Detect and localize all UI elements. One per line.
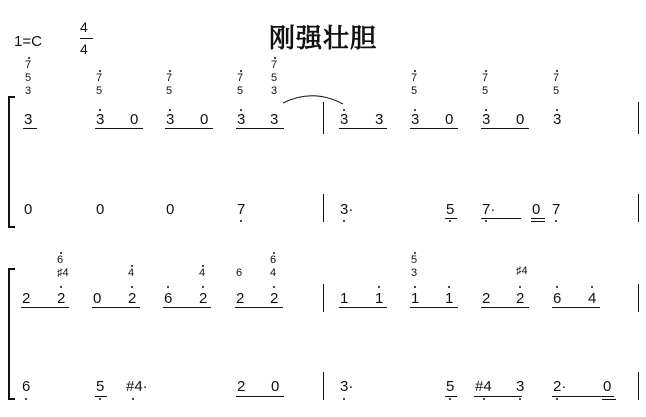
octave-dot (448, 286, 450, 288)
octave-dot (449, 398, 451, 400)
underline (602, 399, 616, 400)
chord-note: 6 (270, 254, 277, 266)
octave-dot (556, 70, 558, 72)
note: 5 (446, 201, 455, 218)
barline (323, 284, 324, 312)
chord-note: 7 (482, 72, 489, 84)
note: 1 (340, 290, 349, 307)
underline (410, 307, 458, 308)
note: 3 (270, 111, 279, 128)
octave-dot (343, 398, 345, 400)
chord-note: 7 (553, 72, 560, 84)
octave-dot (202, 286, 204, 288)
note: 3· (340, 378, 354, 395)
barline (638, 102, 639, 134)
note: 2 (128, 290, 137, 307)
octave-dot (483, 398, 485, 400)
time-signature-top: 4 (80, 19, 88, 35)
note: 0 (445, 111, 454, 128)
octave-dot (99, 398, 101, 400)
chord-note: 7 (166, 72, 173, 84)
note: 5 (446, 378, 455, 395)
underline (163, 307, 211, 308)
chord-note: 7 (25, 59, 32, 71)
note: 2 (22, 290, 31, 307)
note: 6 (164, 290, 173, 307)
underline (481, 307, 529, 308)
note: 2 (237, 378, 246, 395)
chord-note: 7 (237, 72, 244, 84)
underline (474, 396, 522, 397)
octave-dot (131, 265, 133, 267)
chord-note: 5 (553, 85, 560, 97)
chord-note: 5 (96, 85, 103, 97)
underline (95, 396, 107, 397)
note: 3 (411, 111, 420, 128)
note: 3 (375, 111, 384, 128)
note: 3· (340, 201, 354, 218)
barline (638, 284, 639, 312)
system-brace (8, 268, 10, 400)
chord-note: ♯4 (516, 265, 528, 277)
system-brace-cap (8, 398, 15, 400)
octave-dot (485, 109, 487, 111)
note: 2 (482, 290, 491, 307)
octave-dot (485, 70, 487, 72)
octave-dot (591, 286, 593, 288)
chord-note: 7 (411, 72, 418, 84)
note: 3 (237, 111, 246, 128)
octave-dot (414, 70, 416, 72)
note: 6 (22, 378, 31, 395)
note: 2· (553, 378, 567, 395)
underline (235, 307, 283, 308)
underline (552, 307, 600, 308)
octave-dot (378, 286, 380, 288)
chord-note: 7 (271, 59, 278, 71)
octave-dot (556, 109, 558, 111)
note: 1 (375, 290, 384, 307)
octave-dot (519, 398, 521, 400)
chord-note: 3 (271, 85, 278, 97)
underline (236, 396, 284, 397)
octave-dot (131, 286, 133, 288)
chord-note: 5 (25, 72, 32, 84)
note: #4 (475, 378, 492, 395)
note: #4· (126, 378, 148, 395)
octave-dot (202, 265, 204, 267)
underline (531, 221, 545, 222)
note: 2 (516, 290, 525, 307)
note: 0 (271, 378, 280, 395)
note: 0 (24, 201, 33, 218)
note: 2 (57, 290, 66, 307)
underline (531, 218, 545, 219)
note: 0 (603, 378, 612, 395)
note: 2 (199, 290, 208, 307)
note: 3 (166, 111, 175, 128)
note: 1 (411, 290, 420, 307)
octave-dot (449, 220, 451, 222)
note: 0 (516, 111, 525, 128)
note: 3 (553, 111, 562, 128)
octave-dot (60, 286, 62, 288)
note: 0 (532, 201, 541, 218)
note: 3 (482, 111, 491, 128)
note: 3 (516, 378, 525, 395)
octave-dot (343, 220, 345, 222)
note: 0 (93, 290, 102, 307)
octave-dot (25, 398, 27, 400)
octave-dot (414, 109, 416, 111)
chord-note: 4 (199, 267, 206, 279)
octave-dot (132, 398, 134, 400)
chord-note: 4 (270, 267, 277, 279)
note: 3 (96, 111, 105, 128)
note: 7 (237, 201, 246, 218)
underline (481, 128, 529, 129)
note: 4 (588, 290, 597, 307)
chord-note: 4 (128, 267, 135, 279)
note: 6 (553, 290, 562, 307)
barline (638, 372, 639, 400)
time-signature-bottom: 4 (80, 41, 88, 57)
system-brace-cap (8, 268, 15, 270)
chord-note: 6 (236, 267, 243, 279)
barline (638, 194, 639, 222)
barline (323, 372, 324, 400)
octave-dot (414, 286, 416, 288)
note: 2 (270, 290, 279, 307)
note: 7· (482, 201, 496, 218)
key-signature: 1=C (14, 33, 42, 50)
note: 3 (340, 111, 349, 128)
octave-dot (273, 252, 275, 254)
note: 1 (445, 290, 454, 307)
chord-note: 7 (96, 72, 103, 84)
underline (481, 218, 521, 219)
underline (21, 307, 69, 308)
note: 0 (130, 111, 139, 128)
chord-note: 5 (271, 72, 278, 84)
note: 7 (552, 201, 561, 218)
octave-dot (556, 286, 558, 288)
chord-note: 3 (411, 267, 418, 279)
chord-note: 3 (25, 85, 32, 97)
note: 3 (24, 111, 33, 128)
note: 0 (166, 201, 175, 218)
octave-dot (414, 252, 416, 254)
barline (323, 194, 324, 222)
chord-note: 5 (166, 85, 173, 97)
octave-dot (167, 286, 169, 288)
chord-note: 6 (57, 254, 64, 266)
note: 0 (96, 201, 105, 218)
note: 5 (96, 378, 105, 395)
chord-note: 5 (411, 254, 418, 266)
underline (410, 128, 458, 129)
note: 2 (236, 290, 245, 307)
octave-dot (555, 220, 557, 222)
underline (92, 307, 140, 308)
chord-note: 5 (411, 85, 418, 97)
octave-dot (485, 220, 487, 222)
octave-dot (343, 109, 345, 111)
score-title: 刚强壮胆 (268, 24, 377, 54)
underline (339, 307, 387, 308)
underline (552, 396, 614, 397)
chord-note: 5 (482, 85, 489, 97)
underline (339, 128, 387, 129)
underline (445, 218, 457, 219)
octave-dot (273, 286, 275, 288)
octave-dot (519, 286, 521, 288)
octave-dot (240, 220, 242, 222)
underline (445, 396, 457, 397)
note: 0 (200, 111, 209, 128)
octave-dot (556, 398, 558, 400)
chord-note: 5 (237, 85, 244, 97)
chord-note: ♯4 (57, 267, 69, 279)
octave-dot (60, 252, 62, 254)
